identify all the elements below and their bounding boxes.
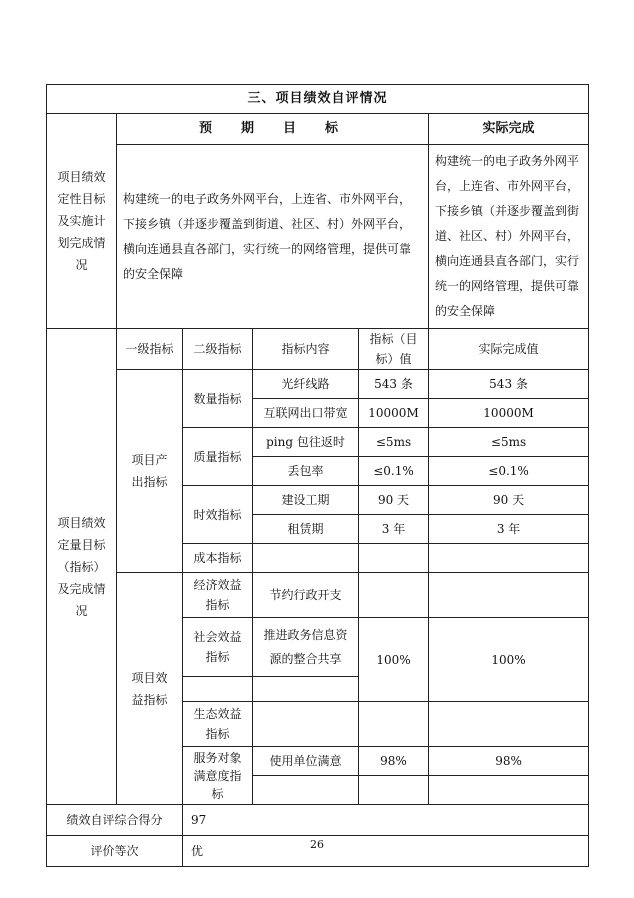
table-cell-actual: 98% — [429, 747, 589, 776]
qualitative-row-label: 项目绩效定性目标及实施计划完成情况 — [47, 114, 117, 329]
score-value: 97 — [183, 805, 589, 836]
table-cell-target: 100% — [359, 618, 429, 702]
table-cell-empty — [253, 776, 359, 805]
table-cell-target: 90 天 — [359, 486, 429, 515]
table-cell-actual: 3 年 — [429, 515, 589, 544]
table-cell-empty — [429, 573, 589, 618]
table-cell-empty — [183, 677, 253, 702]
table-cell-content: 光纤线路 — [253, 370, 359, 399]
grade-value: 优 — [183, 836, 589, 867]
table-cell-empty — [429, 544, 589, 573]
table-cell-content: 推进政务信息资源的整合共享 — [253, 618, 359, 677]
table-cell-actual: ≤0.1% — [429, 457, 589, 486]
header-content: 指标内容 — [253, 329, 359, 370]
table-cell-content: 互联网出口带宽 — [253, 399, 359, 428]
table-cell-target: ≤0.1% — [359, 457, 429, 486]
quality-indicator-label: 质量指标 — [183, 428, 253, 486]
header-level1: 一级指标 — [117, 329, 183, 370]
performance-table — [46, 84, 589, 867]
table-cell-empty — [253, 702, 359, 747]
table-cell-empty — [253, 677, 359, 702]
table-cell-target: 3 年 — [359, 515, 429, 544]
table-cell-actual: 10000M — [429, 399, 589, 428]
score-label: 绩效自评综合得分 — [47, 805, 183, 836]
header-level2: 二级指标 — [183, 329, 253, 370]
table-cell-target: 10000M — [359, 399, 429, 428]
table-cell-empty — [429, 702, 589, 747]
economic-benefit-label: 经济效益指标 — [183, 573, 253, 618]
table-cell-empty — [359, 776, 429, 805]
table-cell-content: 节约行政开支 — [253, 573, 359, 618]
benefit-indicator-label: 项目效益指标 — [117, 573, 183, 805]
quantitative-row-label: 项目绩效定量目标（指标）及完成情况 — [47, 329, 117, 805]
table-cell-actual: 543 条 — [429, 370, 589, 399]
ecological-benefit-label: 生态效益指标 — [183, 702, 253, 747]
page-number: 26 — [310, 838, 324, 851]
expected-goal-text: 构建统一的电子政务外网平台，上连省、市外网平台，下接乡镇（并逐步覆盖到街道、社区、村）外网平台，横向连通县直各部门，实行统一的网络管理，提供可靠的安全保障 — [117, 145, 429, 329]
table-cell-empty — [359, 544, 429, 573]
table-cell-empty — [429, 776, 589, 805]
table-cell-empty — [359, 573, 429, 618]
header-actual: 实际完成值 — [429, 329, 589, 370]
output-indicator-label: 项目产出指标 — [117, 370, 183, 573]
table-cell-target: 98% — [359, 747, 429, 776]
timeliness-indicator-label: 时效指标 — [183, 486, 253, 544]
table-cell-actual: 100% — [429, 618, 589, 702]
table-cell-content: ping 包往返时 — [253, 428, 359, 457]
section-title: 三、项目绩效自评情况 — [47, 85, 589, 114]
cost-indicator-label: 成本指标 — [183, 544, 253, 573]
table-cell-empty — [253, 544, 359, 573]
table-cell-content: 丢包率 — [253, 457, 359, 486]
table-cell-target: 543 条 — [359, 370, 429, 399]
quantity-indicator-label: 数量指标 — [183, 370, 253, 428]
table-cell-actual: 90 天 — [429, 486, 589, 515]
grade-label: 评价等次 — [47, 836, 183, 867]
table-cell-empty — [359, 702, 429, 747]
header-target: 指标（目标）值 — [359, 329, 429, 370]
table-cell-actual: ≤5ms — [429, 428, 589, 457]
satisfaction-label: 服务对象满意度指标 — [183, 747, 253, 805]
social-benefit-label: 社会效益指标 — [183, 618, 253, 677]
actual-completion-header: 实际完成 — [429, 114, 589, 145]
table-cell-content: 建设工期 — [253, 486, 359, 515]
table-cell-target: ≤5ms — [359, 428, 429, 457]
actual-completion-text: 构建统一的电子政务外网平台，上连省、市外网平台，下接乡镇（并逐步覆盖到街道、社区、村）外网平台，横向连通县直各部门，实行统一的网络管理，提供可靠的安全保障 — [429, 145, 589, 329]
expected-goal-header: 预 期 目 标 — [117, 114, 429, 145]
table-cell-content: 租赁期 — [253, 515, 359, 544]
table-cell-content: 使用单位满意 — [253, 747, 359, 776]
